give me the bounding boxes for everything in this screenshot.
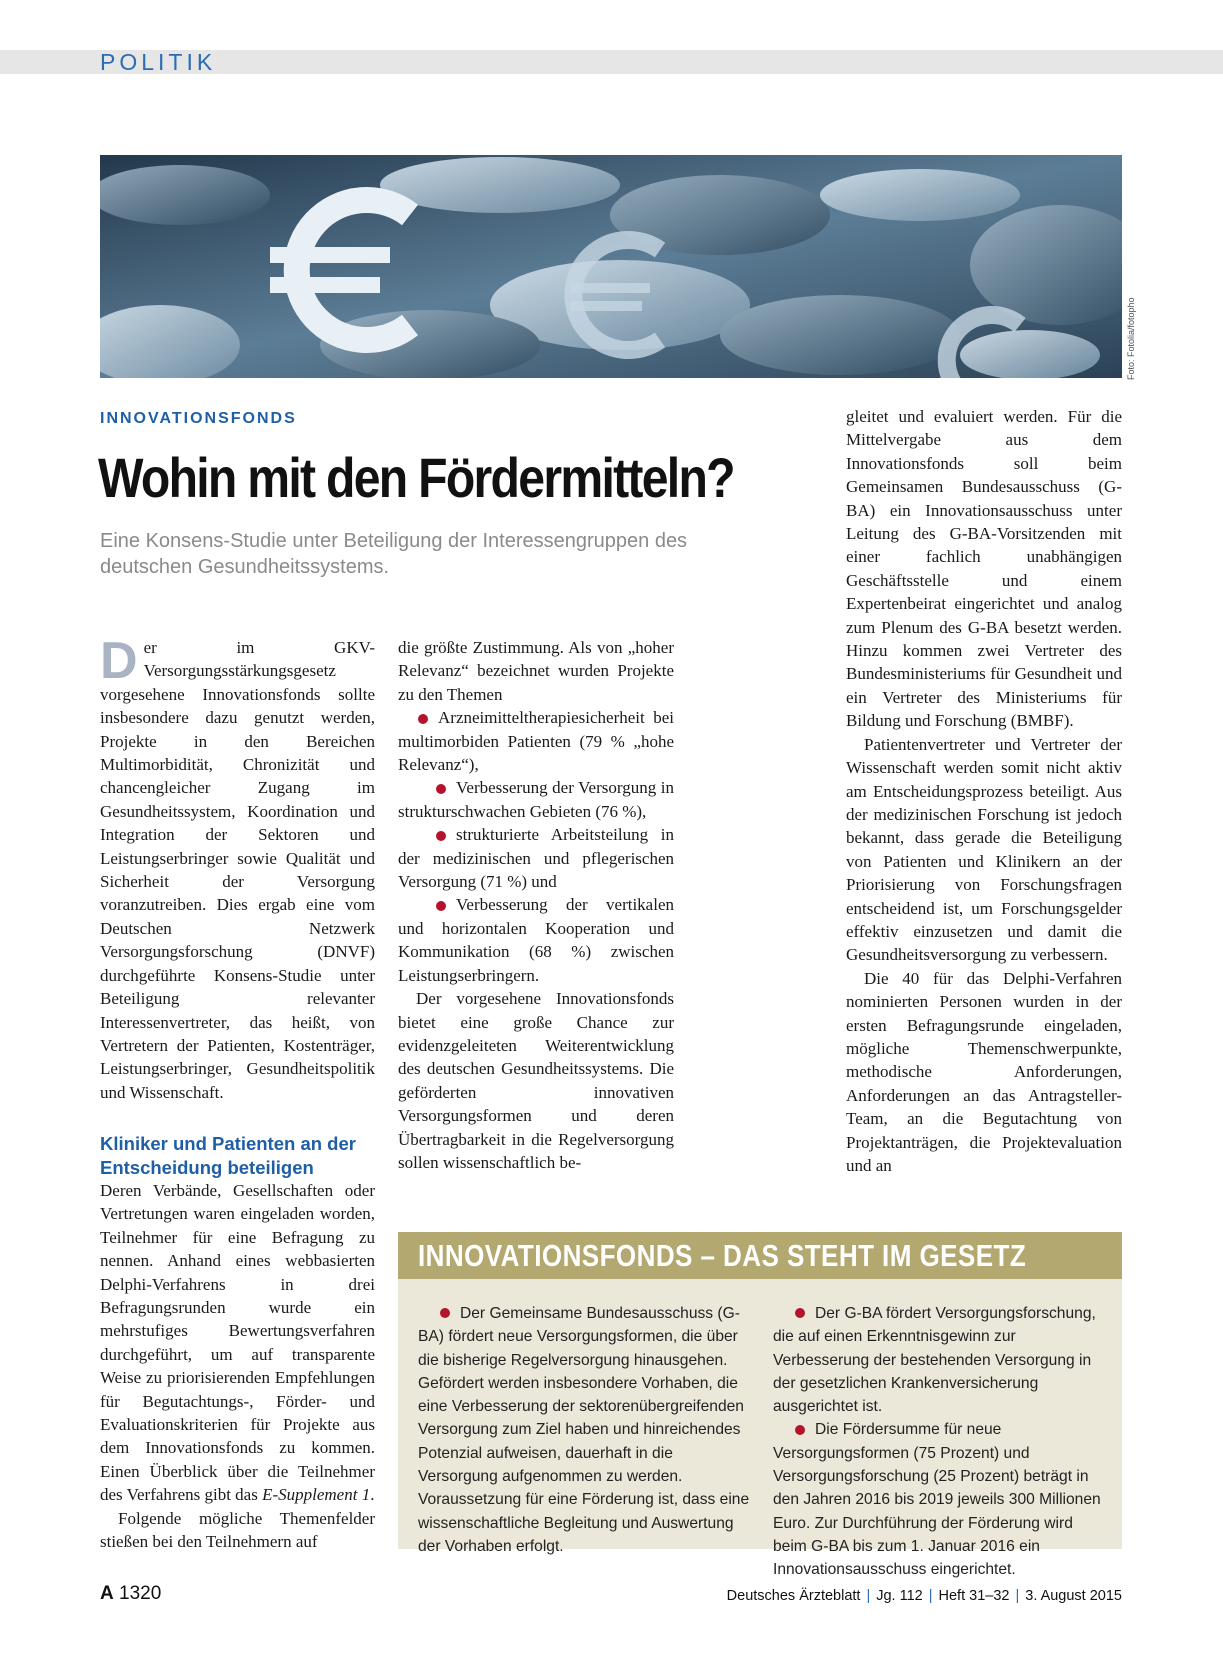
info-box-item: Die Fördersumme für neue Versorgungsformen (75 Prozent) und Versorgungsforschung (25 Prozent) beträgt in den Jahren 2016 bis 2019 jeweils 300 Millionen Euro. Zur Durchführung der Förderung wird beim G-BA bis zum 1. Januar 2016 ein Innovationsausschuss eingerichtet.: [773, 1421, 1101, 1579]
drop-cap: D: [100, 632, 138, 690]
footer-separator: |: [1015, 1588, 1020, 1604]
journal-footer: [700, 1588, 1122, 1604]
bullet-item: Verbesserung der Versorgung in strukturschwachen Gebieten (76 %),: [398, 778, 674, 821]
subheading: Kliniker und Patienten an der Entscheidung beteiligen: [100, 1133, 356, 1178]
bullet-item: Verbesserung der vertikalen und horizontalen Kooperation und Kommunikation (68 %) zwischen Leistungserbringern.: [398, 895, 674, 985]
body-paragraph: Der vorgesehene Innovationsfonds bietet eine große Chance zur evidenzgeleiteten Weiterentwicklung des deutschen Gesundheitssystems. Die geförderten innovativen Versorgungsformen und deren Übertragbarkeit in die Regelversorgung sollen wissenschaftlich be-: [398, 989, 674, 1172]
info-box-column-1: [418, 1302, 753, 1558]
info-box-item: Der G-BA fördert Versorgungsforschung, die auf einen Erkenntnisgewinn zur Verbesserung der bestehenden Versorgung in der gesetzlichen Krankenversicherung ausgerichtet ist.: [773, 1305, 1096, 1416]
body-paragraph: Deren Verbände, Gesellschaften oder Vertretungen waren eingeladen worden, Teilnehmer für eine Befragung zu nennen. Anhand eines webbasierten Delphi-Verfahrens in drei Befragungsrunden wurde ein mehrstufiges Bewertungsverfahren durchgeführt, um auf transparente Weise zu priorisierenden Empfehlungen für Begutachtungs-, Förder- und Evaluationskriterien für Projekte aus dem Innovationsfonds zu kommen. Einen Überblick über die Teilnehmer des Verfahrens gibt das E-Supplement 1.: [100, 1180, 375, 1505]
journal-date: 3. August 2015: [1025, 1588, 1122, 1604]
hero-image: [100, 155, 1122, 378]
bullet-item: Arzneimitteltherapiesicherheit bei multimorbiden Patienten (79 % „hohe Relevanz“),: [398, 708, 674, 775]
article-kicker: INNOVATIONSFONDS: [100, 410, 297, 427]
bullet-dot-icon: [436, 831, 446, 841]
info-box-title: INNOVATIONSFONDS – DAS STEHT IM GESETZ: [418, 1238, 1027, 1273]
info-box-column-2: [773, 1302, 1108, 1582]
journal-volume: Jg. 112: [876, 1588, 923, 1604]
bullet-dot-icon: [418, 714, 428, 724]
bullet-dot-icon: [795, 1308, 805, 1318]
bullet-item: strukturierte Arbeitsteilung in der medizinischen und pflegerischen Versorgung (71 %) und: [398, 825, 674, 892]
bullet-dot-icon: [436, 784, 446, 794]
text-column-2: [398, 636, 674, 1174]
photo-credit: Foto: Fotolia/fotopho: [1126, 297, 1136, 380]
bullet-dot-icon: [436, 901, 446, 911]
body-paragraph: Die 40 für das Delphi-Verfahren nominierten Personen wurden in der ersten Befragungsrunde eingeladen, mögliche Themenschwerpunkte, methodische Anforderungen, Anforderungen an das Antragsteller-Team, an die Begutachtung von Projektanträgen, die Projektevaluation und an: [846, 968, 1122, 1175]
section-label: POLITIK: [100, 49, 217, 75]
article-headline: Wohin mit den Fördermitteln?: [98, 446, 734, 509]
bullet-dot-icon: [440, 1308, 450, 1318]
body-paragraph: Patientenvertreter und Vertreter der Wissenschaft werden somit nicht aktiv am Entscheidungsprozess beteiligt. Aus der medizinischen Forschung ist jedoch bekannt, dass gerade die Beteiligung von Patienten und Klinikern an der Priorisierung von Forschungsfragen entscheidend ist, um Forschungsgelder effektiv einzusetzen und damit die Gesundheitsversorgung zu verbessern.: [846, 734, 1122, 965]
intro-paragraph: Der im GKV-Versorgungsstärkungsgesetz vorgesehene Innovationsfonds sollte insbesondere dazu genutzt werden, Projekte in den Bereichen Multimorbidität, Chronizität und chancengleicher Zugang im Gesundheitssystem, Koordination und Integration der Sektoren und Leistungserbringer sowie Qualität und Sicherheit der Versorgung voranzutreiben. Dies ergab eine vom Deutschen Netzwerk Versorgungsforschung (DNVF) durchgeführte Konsens-Studie unter Beteiligung relevanter Interessenvertreter, das heißt, von Vertretern der Patienten, Kostenträger, Leistungserbringer, Gesundheitspolitik und Wissenschaft.: [100, 632, 375, 1102]
text-column-1: [100, 632, 375, 1553]
euro-coins-illustration: [100, 155, 1122, 378]
info-box-item: Der Gemeinsame Bundesausschuss (G-BA) fördert neue Versorgungsformen, die über die bisherige Regelversorgung hinausgehen. Gefördert werden insbesondere Vorhaben, die eine Verbesserung der sektorenübergreifenden Versorgung zum Ziel haben und hinreichendes Potenzial aufweisen, dauerhaft in die Versorgung aufgenommen zu werden. Voraussetzung für eine Förderung ist, dass eine wissenschaftliche Begleitung und Auswertung der Vorhaben erfolgt.: [418, 1305, 750, 1555]
body-paragraph: gleitet und evaluiert werden. Für die Mittelvergabe aus dem Innovationsfonds soll beim Gemeinsamen Bundesausschuss (G-BA) ein Innovationsausschuss unter Leitung des G-BA-Vorsitzenden mit einer fachlich unabhängigen Geschäftsstelle und einem Expertenbeirat eingerichtet und analog zum Plenum des G-BA besetzt werden. Hinzu kommen zwei Vertreter des Bundesministeriums für Gesundheit und ein Vertreter des Ministeriums für Bildung und Forschung (BMBF).: [846, 407, 1122, 731]
text-column-3: [846, 405, 1122, 1177]
body-paragraph: die größte Zustimmung. Als von „hoher Relevanz“ bezeichnet wurden Projekte zu den Themen: [398, 638, 674, 704]
body-paragraph: Folgende mögliche Themenfelder stießen bei den Teilnehmern auf: [100, 1508, 375, 1552]
journal-name: Deutsches Ärzteblatt: [726, 1588, 861, 1604]
supplement-reference: E-Supplement 1: [262, 1485, 371, 1505]
article-subtitle: Eine Konsens-Studie unter Beteiligung der Interessengruppen des deutschen Gesundheitssystems.: [100, 530, 688, 578]
journal-issue: Heft 31–32: [938, 1588, 1010, 1604]
bullet-dot-icon: [795, 1425, 805, 1435]
footer-separator: |: [928, 1588, 933, 1604]
page-number: A 1320: [100, 1583, 162, 1604]
footer-separator: |: [866, 1588, 871, 1604]
